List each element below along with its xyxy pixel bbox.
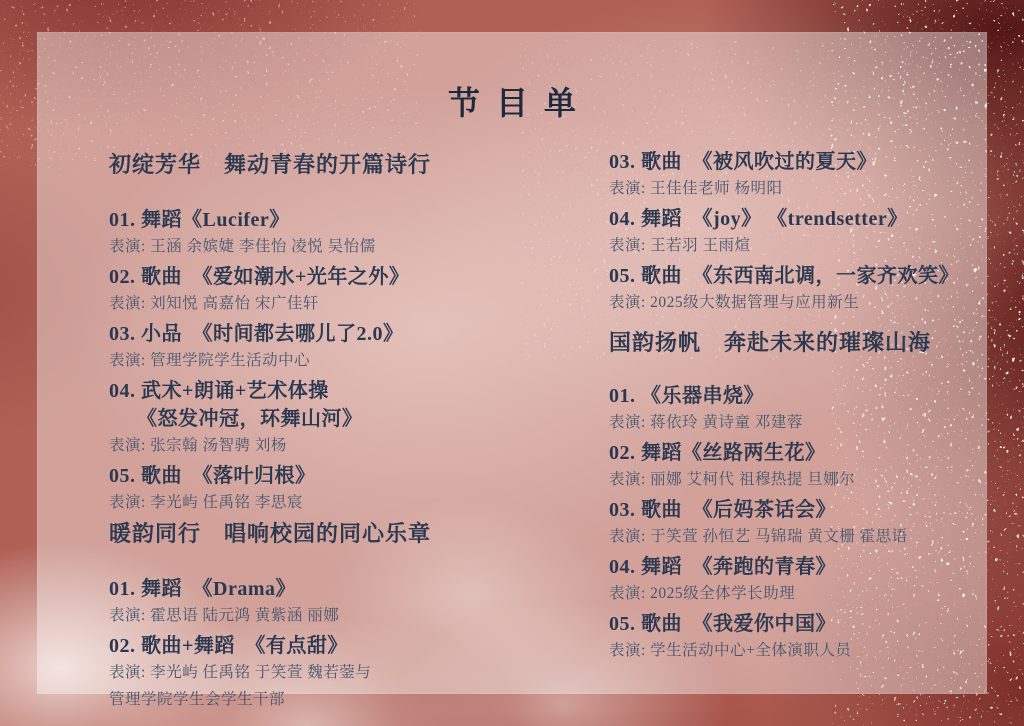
performers-line2: 管理学院学生会学生干部 [109,691,286,708]
item-title: 02. 舞蹈《丝路两生花》 [609,442,826,464]
program-item [609,148,1024,198]
performers-line: 表演: 管理学院学生活动中心 [109,352,311,369]
item-title: 05. 歌曲 《东西南北调，一家齐欢笑》 [609,265,959,287]
program-panel [37,32,987,708]
performers-line: 表演: 2025级全体学长助理 [609,585,796,602]
item-title: 03. 小品 《时间都去哪儿了2.0》 [109,323,404,345]
performers-line: 表演: 2025级大数据管理与应用新生 [609,294,860,311]
program-item [109,462,579,512]
item-title: 04. 舞蹈 《奔跑的青春》 [609,556,836,578]
program-item [609,439,1024,489]
item-title: 02. 歌曲+舞蹈 《有点甜》 [109,635,348,657]
left-column [109,136,579,716]
performers-line: 表演: 霍思语 陆元鸿 黄紫涵 丽娜 [109,607,340,624]
item-title: 03. 歌曲 《后妈茶话会》 [609,499,836,521]
program-item [109,632,579,709]
performers-line: 表演: 丽娜 艾柯代 祖穆热提 旦娜尔 [609,471,856,488]
item-title: 04. 舞蹈 《joy》 《trendsetter》 [609,208,908,230]
item-title: 05. 歌曲 《我爱你中国》 [609,613,836,635]
performers-line: 表演: 刘知悦 高嘉怡 宋广佳轩 [109,295,319,312]
item-title: 01. 《乐器串烧》 [609,385,764,407]
section-header-opening: 初绽芳华 舞动青春的开篇诗行 [109,152,432,177]
item-title-line2: 《怒发冲冠，环舞山河》 [137,408,363,430]
program-item [109,320,579,370]
performers-line: 表演: 蒋依玲 黄诗童 邓建蓉 [609,414,803,431]
program-item [609,553,1024,603]
performers-line: 表演: 王涵 余嫔婕 李佳怡 凌悦 吴怡儒 [109,238,376,255]
page-title: 节目单 [447,85,592,121]
right-column [609,136,1024,667]
program-item [609,205,1024,255]
program-item [109,206,579,256]
performers-line: 表演: 李光屿 任禹铭 于笑萱 魏若蓥与 [109,664,372,681]
section-header-future: 国韵扬帆 奔赴未来的璀璨山海 [609,330,932,355]
item-title: 05. 歌曲 《落叶归根》 [109,465,316,487]
section-header-campus: 暖韵同行 唱响校园的同心乐章 [109,521,432,546]
program-item [609,262,1024,312]
item-title: 01. 舞蹈《Lucifer》 [109,209,290,231]
performers-line: 表演: 于笑萱 孙恒艺 马锦瑞 黄文栅 霍思语 [609,528,908,545]
performers-line: 表演: 学生活动中心+全体演职人员 [609,642,852,659]
item-title: 03. 歌曲 《被风吹过的夏天》 [609,151,877,173]
program-item [109,575,579,625]
item-title: 02. 歌曲 《爱如潮水+光年之外》 [109,266,410,288]
program-item [609,496,1024,546]
item-title: 01. 舞蹈 《Drama》 [109,578,296,600]
performers-line: 表演: 李光屿 任禹铭 李思宸 [109,494,303,511]
program-item [109,263,579,313]
program-item [609,610,1024,660]
performers-line: 表演: 王佳佳老师 杨明阳 [609,180,783,197]
program-item [109,377,579,455]
program-item [609,382,1024,432]
item-title: 04. 武术+朗诵+艺术体操 [109,380,329,402]
performers-line: 表演: 张宗翰 汤智骋 刘杨 [109,437,287,454]
performers-line: 表演: 王若羽 王雨煊 [609,237,751,254]
